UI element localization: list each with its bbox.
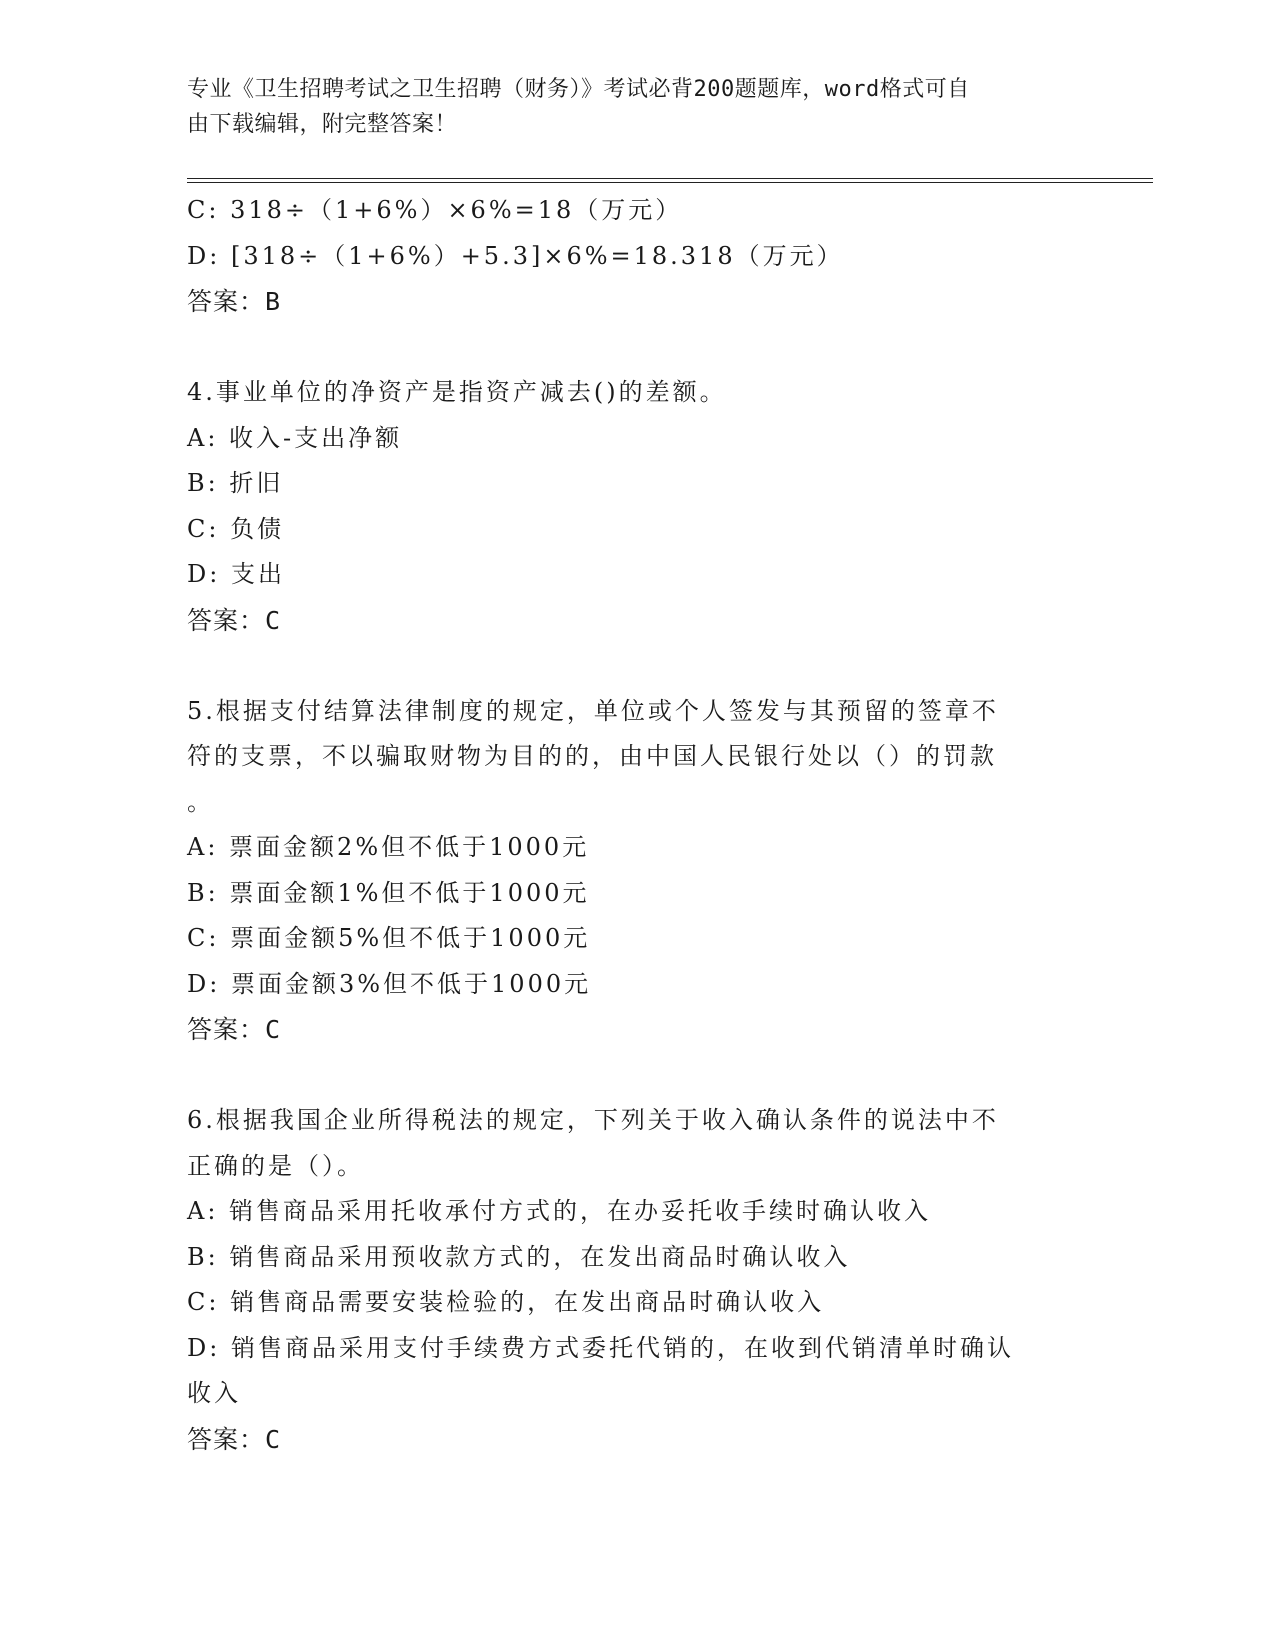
answer: 答案：B — [187, 287, 282, 316]
header-line-1: 专业《卫生招聘考试之卫生招聘（财务）》考试必背200题题库，word格式可自 — [187, 77, 970, 102]
question-stem-line-2: 正确的是（）。 — [187, 1151, 364, 1180]
option-c: C: 销售商品需要安装检验的，在发出商品时确认收入 — [187, 1288, 825, 1316]
question-stem-line-1: 6.根据我国企业所得税法的规定，下列关于收入确认条件的说法中不 — [187, 1106, 999, 1134]
spacer — [187, 1053, 1087, 1099]
spacer — [187, 643, 1087, 689]
answer: 答案：C — [187, 1015, 282, 1044]
option-d: D: 支出 — [187, 560, 285, 588]
document-body — [187, 188, 1087, 1462]
question-6 — [187, 1098, 1087, 1462]
spacer — [187, 325, 1087, 371]
option-c: C: 负债 — [187, 514, 285, 543]
option-b: B: 票面金额1%但不低于1000元 — [187, 878, 590, 907]
document-header — [187, 72, 1067, 142]
answer: 答案：C — [187, 1424, 282, 1454]
option-d-line-2: 收入 — [187, 1379, 241, 1407]
question-4 — [187, 370, 1087, 643]
option-b: B: 销售商品采用预收款方式的，在发出商品时确认收入 — [187, 1242, 851, 1271]
question-stem-line-2: 符的支票，不以骗取财物为目的的，由中国人民银行处以（）的罚款 — [187, 742, 997, 770]
question-stem-line-3: 。 — [187, 787, 214, 816]
option-d: D: [318÷（1+6%）+5.3]×6%=18.318（万元） — [187, 241, 844, 270]
question-stem-line-1: 5.根据支付结算法律制度的规定，单位或个人签发与其预留的签章不 — [187, 696, 999, 725]
option-a: A: 票面金额2%但不低于1000元 — [187, 833, 590, 861]
option-b: B: 折旧 — [187, 469, 284, 497]
option-a: A: 收入-支出净额 — [187, 423, 403, 452]
header-double-rule — [187, 178, 1153, 183]
option-c: C: 票面金额5%但不低于1000元 — [187, 924, 591, 952]
option-c: C: 318÷（1+6%）×6%=18（万元） — [187, 196, 683, 224]
answer: 答案：C — [187, 605, 282, 635]
option-d-line-1: D: 销售商品采用支付手续费方式委托代销的，在收到代销清单时确认 — [187, 1333, 1014, 1362]
option-a: A: 销售商品采用托收承付方式的，在办妥托收手续时确认收入 — [187, 1197, 932, 1225]
question-3 — [187, 188, 1087, 325]
question-5 — [187, 689, 1087, 1053]
option-d: D: 票面金额3%但不低于1000元 — [187, 969, 592, 998]
question-stem: 4.事业单位的净资产是指资产减去()的差额。 — [187, 378, 727, 406]
header-line-2: 由下载编辑，附完整答案！ — [187, 112, 458, 137]
